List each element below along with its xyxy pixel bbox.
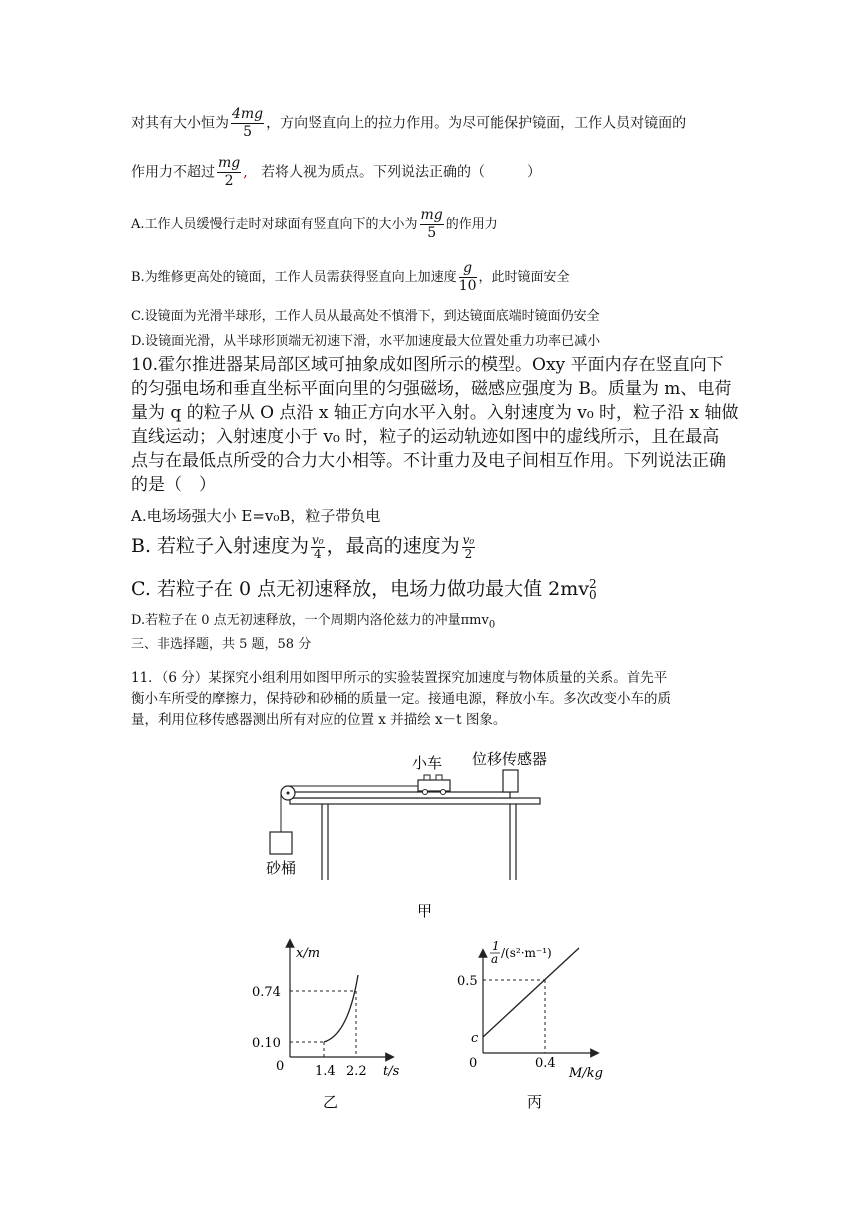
section-3-heading: 三、非选择题，共 5 题，58 分 — [131, 637, 312, 652]
q9-line2 — [131, 155, 541, 190]
xtick-04: 0.4 — [535, 1056, 556, 1071]
origin-label: 0 — [276, 1059, 285, 1074]
caption-jia: 甲 — [417, 902, 433, 920]
y-label-unit: /(s²·m⁻¹) — [501, 946, 552, 960]
origin-label: 0 — [469, 1056, 478, 1071]
q10-option-b — [131, 531, 477, 561]
caption-yi: 乙 — [323, 1093, 339, 1111]
option-a-pre: A.工作人员缓慢行走时对球面有竖直向下的大小为 — [131, 217, 418, 232]
superscript: 2 — [589, 577, 597, 591]
q9-line1-pre: 对其有大小恒为 — [131, 115, 229, 132]
q10-line: 的是（ ） — [131, 475, 216, 495]
q10-line: 10.霍尔推进器某局部区域可抽象成如图所示的模型。Oxy 平面内存在竖直向下 — [131, 355, 724, 375]
q10-option-d-text: D.若粒子在 0 点无初速释放，一个周期内洛伦兹力的冲量πmv — [131, 613, 489, 628]
figure-bing-graph — [445, 935, 635, 1115]
frac-den: 10 — [458, 278, 477, 294]
figure-yi-xt-graph — [240, 935, 420, 1115]
q9-line2-pre: 作用力不超过 — [131, 164, 215, 181]
q10-option-b-pre: B. 若粒子入射速度为 — [131, 535, 310, 557]
sup-sub — [589, 579, 597, 601]
frac-num: v₀ — [462, 532, 475, 547]
x-axis-label: t/s — [383, 1064, 400, 1079]
fraction-mg-2 — [217, 155, 241, 190]
cart-icon — [418, 780, 450, 791]
subscript: 0 — [589, 588, 597, 602]
q9-line2-post: 若将人视为质点。下列说法正确的（ ） — [261, 164, 542, 181]
q11-line: 11．（6 分）某探究小组利用如图甲所示的实验装置探究加速度与物体质量的关系。首先平 — [131, 670, 668, 686]
frac-num: 4mg — [232, 106, 264, 122]
frac-den: 2 — [464, 546, 473, 561]
table-top — [290, 798, 540, 804]
ytick-05: 0.5 — [457, 974, 478, 989]
frac-den: 2 — [224, 173, 234, 189]
caption-bing: 丙 — [527, 1093, 543, 1111]
ytick-c: c — [471, 1031, 479, 1046]
subscript: 0 — [488, 619, 496, 631]
fraction-g-10 — [459, 260, 477, 295]
xtick-14: 1.4 — [315, 1064, 336, 1079]
q10-line: 的匀强电场和垂直坐标平面向里的匀强磁场，磁感应强度为 B。质量为 m、电荷 — [131, 379, 732, 399]
q11-line: 衡小车所受的摩擦力，保持砂和砂桶的质量一定。接通电源，释放小车。多次改变小车的质 — [131, 691, 671, 707]
frac-num: mg — [420, 207, 443, 223]
fraction-v0-2 — [462, 534, 476, 561]
displacement-sensor-icon — [503, 770, 518, 792]
q10-line: 量为 q 的粒子从 O 点沿 x 轴正方向水平入射。入射速度为 v₀ 时，粒子沿 x 轴做 — [131, 403, 739, 423]
fraction-v0-4 — [311, 534, 325, 561]
frac-den: 4 — [314, 546, 322, 561]
fraction-4mg-5 — [231, 106, 264, 141]
q11-line: 量，利用位移传感器测出所有对应的位置 x 并描绘 x－t 图象。 — [131, 712, 507, 728]
frac-num: v₀ — [312, 532, 324, 547]
q10-option-c — [131, 574, 597, 601]
sensor-label: 位移传感器 — [472, 750, 548, 768]
option-a — [131, 207, 498, 242]
q10-option-d — [131, 609, 495, 631]
cart-label: 小车 — [412, 754, 443, 772]
xt-curve — [324, 975, 358, 1042]
y-axis-label: x/m — [296, 946, 321, 961]
option-c: C.设镜面为光滑半球形，工作人员从最高处不慎滑下，到达镜面底端时镜面仍安全 — [131, 309, 600, 324]
option-b-pre: B.为维修更高处的镜面，工作人员需获得竖直向上加速度 — [131, 270, 457, 285]
x-axis-label: M/kg — [569, 1066, 603, 1081]
sand-bucket-icon — [270, 832, 292, 854]
q9-line1 — [131, 106, 686, 141]
q10-line: 点与在最低点所受的合力大小相等。不计重力及电子间相互作用。下列说法正确 — [131, 451, 726, 471]
frac-den: 5 — [427, 225, 437, 241]
figure-jia-apparatus — [260, 740, 560, 930]
option-b — [131, 260, 570, 295]
y-label-num: 1 — [492, 939, 500, 953]
option-a-post: 的作用力 — [445, 217, 498, 232]
q10-option-a: A.电场场强大小 E=v₀B，粒子带负电 — [131, 507, 381, 525]
fraction-mg-5 — [420, 207, 444, 242]
ytick-074: 0.74 — [252, 985, 281, 1000]
ytick-010: 0.10 — [252, 1036, 281, 1051]
option-b-post: ，此时镜面安全 — [478, 270, 570, 285]
q9-line1-post: ，方向竖直向上的拉力作用。为尽可能保护镜面，工作人员对镜面的 — [266, 115, 687, 132]
y-label-den: a — [491, 952, 499, 966]
frac-num: mg — [218, 155, 241, 171]
frac-den: 5 — [243, 124, 253, 140]
option-d: D.设镜面光滑，从半球形顶端无初速下滑，水平加速度最大位置处重力功率已减小 — [131, 334, 601, 349]
frac-num: g — [459, 260, 477, 278]
q10-option-c-text: C. 若粒子在 0 点无初速释放，电场力做功最大值 2mv — [131, 578, 589, 600]
q10-option-b-mid: ，最高的速度为 — [326, 535, 460, 557]
red-comma-mark: , — [243, 164, 248, 181]
bucket-label: 砂桶 — [266, 859, 297, 877]
track — [290, 792, 510, 798]
xtick-22: 2.2 — [346, 1064, 367, 1079]
q10-line: 直线运动；入射速度小于 v₀ 时，粒子的运动轨迹如图中的虚线所示，且在最高 — [131, 427, 720, 447]
